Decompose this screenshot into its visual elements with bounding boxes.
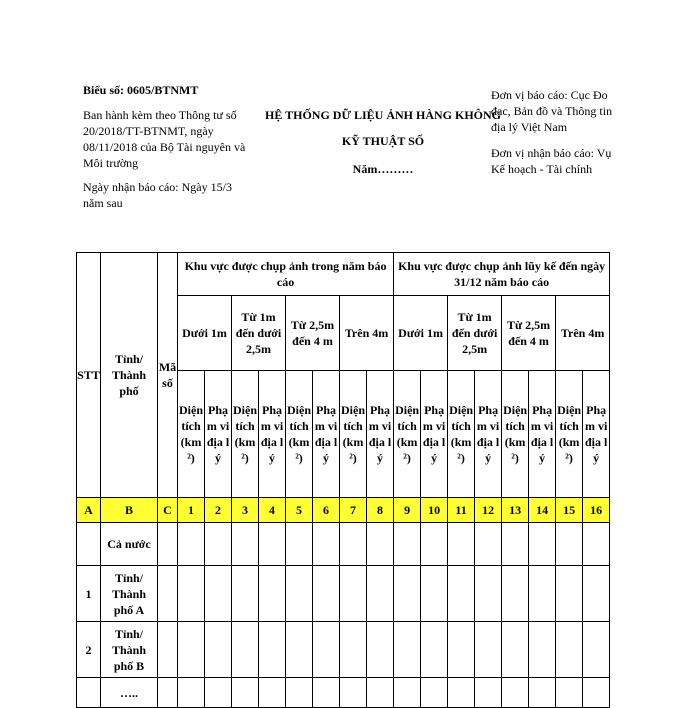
data-cell[interactable] <box>502 566 529 622</box>
group-year-header: Khu vực được chụp ảnh trong năm báo cáo <box>178 253 394 296</box>
data-cell[interactable] <box>259 678 286 708</box>
row-stt: 1 <box>77 566 101 622</box>
range-header: Trên 4m <box>340 296 394 371</box>
row-name: ….. <box>101 678 158 708</box>
report-table <box>76 252 610 708</box>
data-cell[interactable] <box>475 566 502 622</box>
data-cell[interactable] <box>448 622 475 678</box>
data-cell[interactable] <box>205 678 232 708</box>
data-cell[interactable] <box>556 622 583 678</box>
data-cell[interactable] <box>583 678 610 708</box>
index-cell: 7 <box>340 498 367 523</box>
index-cell: B <box>101 498 158 523</box>
index-cell: 1 <box>178 498 205 523</box>
range-header: Trên 4m <box>556 296 610 371</box>
data-cell[interactable] <box>158 622 178 678</box>
row-stt: 2 <box>77 622 101 678</box>
index-cell: 9 <box>394 498 421 523</box>
data-cell[interactable] <box>313 566 340 622</box>
scope-subheader: Phạm vi địa lý <box>529 371 556 498</box>
data-cell[interactable] <box>286 566 313 622</box>
header-left <box>83 82 253 219</box>
table-row <box>77 622 610 678</box>
data-cell[interactable] <box>158 678 178 708</box>
data-cell[interactable] <box>421 678 448 708</box>
range-header: Dưới 1m <box>394 296 448 371</box>
data-cell[interactable] <box>583 622 610 678</box>
data-cell[interactable] <box>286 523 313 566</box>
data-cell[interactable] <box>502 523 529 566</box>
range-header: Từ 1m đến dưới 2,5m <box>232 296 286 371</box>
data-cell[interactable] <box>205 566 232 622</box>
data-cell[interactable] <box>502 622 529 678</box>
data-cell[interactable] <box>259 622 286 678</box>
data-cell[interactable] <box>259 566 286 622</box>
data-cell[interactable] <box>232 678 259 708</box>
data-cell[interactable] <box>502 678 529 708</box>
scope-subheader: Phạm vi địa lý <box>475 371 502 498</box>
row-name: Tỉnh/ Thành phố B <box>101 622 158 678</box>
data-cell[interactable] <box>448 678 475 708</box>
scope-subheader: Phạm vi địa lý <box>421 371 448 498</box>
area-subheader: Diện tích (km²) <box>394 371 421 498</box>
data-cell[interactable] <box>259 523 286 566</box>
table-row <box>77 566 610 622</box>
row-name: Tỉnh/ Thành phố A <box>101 566 158 622</box>
index-cell: 6 <box>313 498 340 523</box>
area-subheader: Diện tích (km²) <box>448 371 475 498</box>
area-subheader: Diện tích (km²) <box>286 371 313 498</box>
data-cell[interactable] <box>367 566 394 622</box>
data-cell[interactable] <box>421 523 448 566</box>
data-cell[interactable] <box>367 523 394 566</box>
area-subheader: Diện tích (km²) <box>502 371 529 498</box>
data-cell[interactable] <box>205 523 232 566</box>
scope-subheader: Phạm vi địa lý <box>259 371 286 498</box>
index-cell: 16 <box>583 498 610 523</box>
index-cell: A <box>77 498 101 523</box>
data-cell[interactable] <box>313 678 340 708</box>
index-cell: 5 <box>286 498 313 523</box>
reporting-unit: Đơn vị báo cáo: Cục Đo đạc, Bản đồ và Thông tin địa lý Việt Nam <box>491 88 613 134</box>
range-header: Từ 2,5m đến 4 m <box>286 296 340 371</box>
data-cell[interactable] <box>529 622 556 678</box>
index-cell: 4 <box>259 498 286 523</box>
index-cell: 2 <box>205 498 232 523</box>
table-row <box>77 523 610 566</box>
range-header: Từ 1m đến dưới 2,5m <box>448 296 502 371</box>
issued-with-text: Ban hành kèm theo Thông tư số 20/2018/TT-BTNMT, ngày 08/11/2018 của Bộ Tài nguyên và Môi trường <box>83 108 246 170</box>
data-cell[interactable] <box>232 566 259 622</box>
data-cell[interactable] <box>529 523 556 566</box>
index-cell: 12 <box>475 498 502 523</box>
data-cell[interactable] <box>340 566 367 622</box>
data-cell[interactable] <box>556 678 583 708</box>
receive-date-text: Ngày nhận báo cáo: Ngày 15/3 năm sau <box>83 180 232 210</box>
data-cell[interactable] <box>529 678 556 708</box>
data-cell[interactable] <box>158 566 178 622</box>
scope-subheader: Phạm vi địa lý <box>583 371 610 498</box>
data-cell[interactable] <box>475 678 502 708</box>
index-cell: 10 <box>421 498 448 523</box>
row-stt <box>77 678 101 708</box>
data-cell[interactable] <box>394 622 421 678</box>
index-cell: 8 <box>367 498 394 523</box>
data-cell[interactable] <box>421 622 448 678</box>
range-header: Từ 2,5m đến 4 m <box>502 296 556 371</box>
data-cell[interactable] <box>178 566 205 622</box>
data-cell[interactable] <box>205 622 232 678</box>
scope-subheader: Phạm vi địa lý <box>205 371 232 498</box>
data-cell[interactable] <box>367 622 394 678</box>
data-cell[interactable] <box>232 523 259 566</box>
header-title <box>258 107 508 177</box>
index-cell: 3 <box>232 498 259 523</box>
data-cell[interactable] <box>286 622 313 678</box>
data-cell[interactable] <box>340 678 367 708</box>
index-cell: C <box>158 498 178 523</box>
data-cell[interactable] <box>448 566 475 622</box>
title-line-2: KỸ THUẬT SỐ <box>341 134 425 148</box>
data-cell[interactable] <box>158 523 178 566</box>
data-cell[interactable] <box>394 523 421 566</box>
data-cell[interactable] <box>394 566 421 622</box>
row-name: Cả nước <box>101 523 158 566</box>
col-province-header: Tỉnh/ Thành phố <box>101 253 158 498</box>
receiving-unit: Đơn vị nhận báo cáo: Vụ Kế hoạch - Tài chính <box>491 146 612 176</box>
table-row <box>77 678 610 708</box>
index-cell: 11 <box>448 498 475 523</box>
data-cell[interactable] <box>313 622 340 678</box>
data-cell[interactable] <box>529 566 556 622</box>
area-subheader: Diện tích (km²) <box>340 371 367 498</box>
area-subheader: Diện tích (km²) <box>556 371 583 498</box>
data-cell[interactable] <box>583 523 610 566</box>
index-cell: 13 <box>502 498 529 523</box>
form-code: Biểu số: 0605/BTNMT <box>83 83 199 97</box>
group-cumulative-header: Khu vực được chụp ảnh lũy kế đến ngày 31/12 năm báo cáo <box>394 253 610 296</box>
area-subheader: Diện tích (km²) <box>178 371 205 498</box>
data-cell[interactable] <box>286 678 313 708</box>
row-stt <box>77 523 101 566</box>
data-cell[interactable] <box>475 523 502 566</box>
data-cell[interactable] <box>394 678 421 708</box>
data-cell[interactable] <box>475 622 502 678</box>
data-cell[interactable] <box>178 523 205 566</box>
data-cell[interactable] <box>421 566 448 622</box>
area-subheader: Diện tích (km²) <box>232 371 259 498</box>
data-cell[interactable] <box>556 523 583 566</box>
data-cell[interactable] <box>340 523 367 566</box>
data-cell[interactable] <box>313 523 340 566</box>
index-cell: 14 <box>529 498 556 523</box>
report-year: Năm……… <box>352 162 414 176</box>
data-cell[interactable] <box>448 523 475 566</box>
scope-subheader: Phạm vi địa lý <box>367 371 394 498</box>
col-code-header: Mã số <box>158 253 178 498</box>
data-cell[interactable] <box>232 622 259 678</box>
title-line-1: HỆ THỐNG DỮ LIỆU ẢNH HÀNG KHÔNG <box>264 108 502 122</box>
header-right <box>491 87 621 187</box>
data-cell[interactable] <box>556 566 583 622</box>
col-stt-header: STT <box>77 253 101 498</box>
range-header: Dưới 1m <box>178 296 232 371</box>
scope-subheader: Phạm vi địa lý <box>313 371 340 498</box>
data-cell[interactable] <box>178 622 205 678</box>
index-cell: 15 <box>556 498 583 523</box>
data-cell[interactable] <box>367 678 394 708</box>
data-cell[interactable] <box>583 566 610 622</box>
data-cell[interactable] <box>178 678 205 708</box>
data-cell[interactable] <box>340 622 367 678</box>
